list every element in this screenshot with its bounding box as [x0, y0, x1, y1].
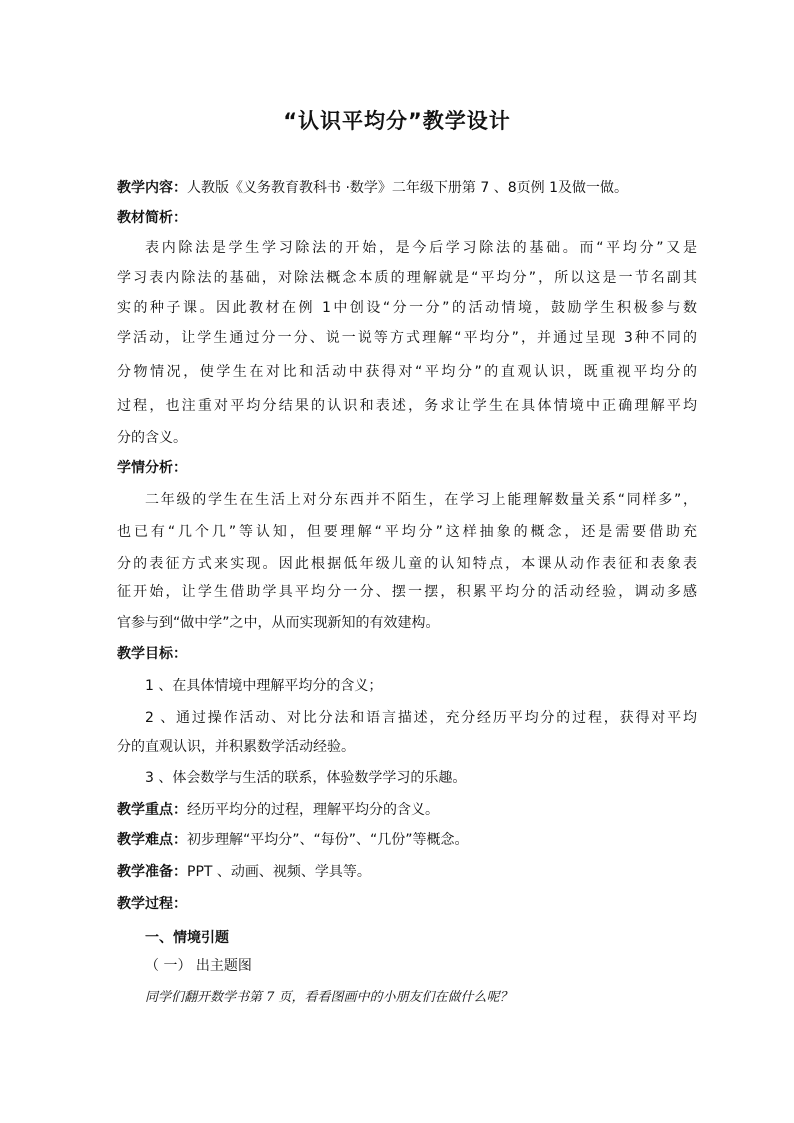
students-line-4: 征开始，让学生借助学具平均分一分、摆一摆，积累平均分的活动经验，调动多感 — [117, 584, 697, 600]
textbook-line-4: 学活动，让学生通过分一分、说一说等方式理解“平均分”，并通过呈现 3种不同的 — [117, 330, 697, 346]
students-line-5: 官参与到“做中学”之中，从而实现新知的有效建构。 — [117, 615, 440, 631]
students-label: 学情分析： — [117, 460, 187, 476]
difficulty-label: 教学难点： — [117, 832, 187, 848]
preparation-text: PPT 、动画、视频、学具等。 — [187, 864, 371, 880]
students-line-2: 也已有“几个几”等认知，但要理解“平均分”这样抽象的概念，还是需要借助充 — [117, 524, 697, 540]
textbook-line-7: 分的含义。 — [117, 430, 187, 446]
content-text: 人教版《义务教育教科书 ·数学》二年级下册第 7 、8页例 1及做一做。 — [187, 180, 628, 196]
difficulty-text: 初步理解“平均分”、“每份”、“几份”等概念。 — [187, 832, 469, 848]
goal-item-2-line-2: 分的直观认识，并积累数学活动经验。 — [117, 739, 355, 755]
goals-label: 教学目标： — [117, 646, 187, 662]
textbook-line-1: 表内除法是学生学习除法的开始，是今后学习除法的基础。而“平均分”又是 — [145, 240, 697, 256]
textbook-line-3: 实的种子课。因此教材在例 1中创设“分一分”的活动情境，鼓励学生积极参与数 — [117, 300, 697, 316]
subsection-heading-1: （ 一） 出主题图 — [145, 958, 252, 974]
goal-item-2-line-1: 2 、通过操作活动、对比分法和语言描述，充分经历平均分的过程，获得对平均 — [145, 710, 697, 726]
students-line-1: 二年级的学生在生活上对分东西并不陌生，在学习上能理解数量关系“同样多”， — [145, 492, 697, 508]
preparation-label: 教学准备： — [117, 864, 187, 880]
content-label: 教学内容： — [117, 180, 187, 196]
key-point-label: 教学重点： — [117, 802, 187, 818]
key-point-line — [117, 800, 697, 820]
goal-item-3: 3 、体会数学与生活的联系，体验数学学习的乐趣。 — [145, 770, 467, 786]
students-line-3: 分的表征方式来实现。因此根据低年级儿童的认知特点，本课从动作表征和表象表 — [117, 556, 697, 572]
textbook-label: 教材简析： — [117, 210, 187, 226]
key-point-text: 经历平均分的过程，理解平均分的含义。 — [187, 802, 439, 818]
content-line — [117, 178, 697, 198]
section-heading-1: 一、情境引题 — [145, 930, 229, 946]
textbook-line-6: 过程，也注重对平均分结果的认识和表述，务求让学生在具体情境中正确理解平均 — [117, 398, 697, 414]
teacher-prompt: 同学们翻开数学书第 7 页，看看图画中的小朋友们在做什么呢？ — [145, 990, 513, 1005]
process-label: 教学过程： — [117, 896, 187, 912]
textbook-line-5: 分物情况，使学生在对比和活动中获得对“平均分”的直观认识，既重视平均分的 — [117, 364, 697, 380]
preparation-line — [117, 862, 697, 882]
document-title: “认识平均分”教学设计 — [283, 109, 511, 133]
textbook-line-2: 学习表内除法的基础，对除法概念本质的理解就是“平均分”，所以这是一节名副其 — [117, 270, 697, 286]
difficulty-line — [117, 830, 697, 850]
goal-item-1: 1 、在具体情境中理解平均分的含义； — [145, 678, 383, 694]
